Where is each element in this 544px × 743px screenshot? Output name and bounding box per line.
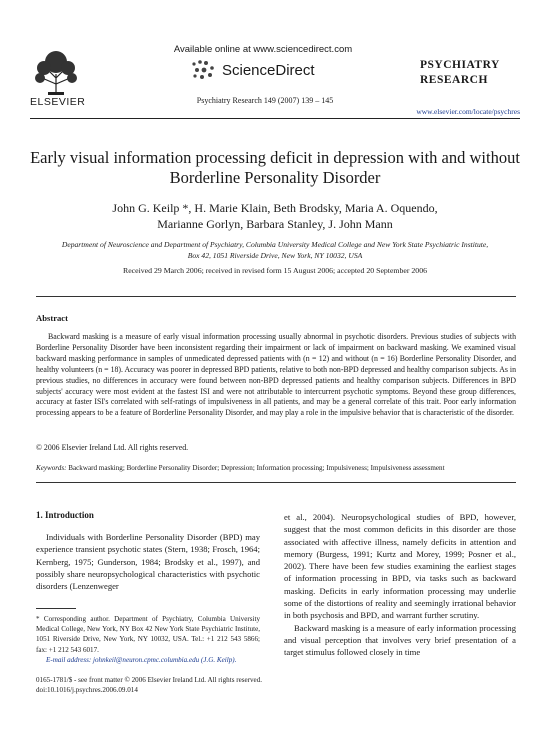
issn-line: 0165-1781/$ - see front matter © 2006 Elsevier Ireland Ltd. All rights reserved. (36, 676, 263, 684)
email-address-link[interactable]: E-mail address: johnkeil@neuron.cpmc.columbia.edu (J.G. Keilp). (46, 655, 237, 664)
article-title: Early visual information processing deficit in depression with and without Borderline Personality Disorder (30, 148, 520, 187)
header-divider (30, 118, 520, 119)
authors-line1: John G. Keilp *, H. Marie Klain, Beth Brodsky, Maria A. Oquendo, (112, 201, 438, 215)
footnote-rule (36, 608, 76, 609)
right-column-paragraph-2: Backward masking is a measure of early information processing and visual perception that involves very brief presentation of a target stimulus followed closely in time (284, 622, 516, 658)
sciencedirect-logo-text: ScienceDirect (222, 62, 315, 79)
abstract-copyright: © 2006 Elsevier Ireland Ltd. All rights reserved. (36, 443, 189, 452)
abstract-heading: Abstract (36, 313, 68, 323)
keywords-list: Backward masking; Borderline Personality Disorder; Depression; Information processing; Impulsiveness; Impulsiveness assessment (68, 464, 445, 472)
doi-link[interactable]: doi:10.1016/j.psychres.2006.09.014 (36, 686, 138, 694)
right-column-paragraph-1: et al., 2004). Neuropsychological studies of BPD, however, suggest that the most common deficits in this disorder are those associated with affective illness, namely deficits in attention and memory (Burgess, 1991; Kurtz and Morey, 1999; Posner et al., 2002). There have been few studies examining the earliest stages of information processing in BPD, via tasks such as backward masking. Deficits in early information processing may underlie some of the distortions of reality and seemingly irrational behavior in both psychosis and BPD, and warrant further scrutiny. (284, 512, 516, 621)
author-list (30, 200, 520, 232)
abstract-top-divider (36, 296, 516, 297)
abstract-bottom-divider (36, 482, 516, 483)
right-column (284, 511, 516, 659)
received-dates: Received 29 March 2006; received in revised form 15 August 2006; accepted 20 September 2006 (123, 266, 427, 275)
journal-url-link[interactable]: www.elsevier.com/locate/psychres (416, 107, 520, 116)
sciencedirect-dots-icon (190, 58, 220, 82)
corresponding-author-note: * Corresponding author. Department of Psychiatry, Columbia University Medical College, New York, NY Box 42 New York State Psychiatric Institute, 1051 Riverside Drive, New York, NY 10032, USA. Tel.: +1 212 543 5866; fax: +1 212 543 6017. (36, 615, 260, 654)
journal-title-line1: PSYCHIATRY (420, 59, 500, 71)
authors-line2: Marianne Gorlyn, Barbara Stanley, J. John Mann (157, 217, 393, 231)
keywords (36, 464, 516, 472)
affiliation-line1: Department of Neuroscience and Department of Psychiatry, Columbia University Medical College and New York State Psychiatric Institute, (61, 240, 489, 249)
journal-title-line2: RESEARCH (420, 74, 488, 86)
left-column-text: Individuals with Borderline Personality Disorder (BPD) may experience transient psychotic states (Stern, 1938; Frosch, 1964; Kernberg, 1975; Gunderson, 1984; Brodsky et al., 1997), and possibly share neuropsychological characteristics with psychotic disorders (Lenzenweger (36, 532, 260, 592)
footnote (36, 614, 260, 665)
publisher-name: ELSEVIER (30, 96, 86, 108)
elsevier-tree-logo (30, 44, 82, 104)
journal-title (420, 58, 520, 88)
section-heading-introduction: 1. Introduction (36, 510, 94, 520)
keywords-label: Keywords: (36, 464, 67, 472)
journal-reference: Psychiatry Research 149 (2007) 139 – 145 (196, 96, 334, 105)
available-online-text[interactable]: Available online at www.sciencedirect.com (173, 44, 353, 55)
affiliation-line2: Box 42, 1051 Riverside Drive, New York, NY 10032, USA (187, 251, 363, 260)
abstract-text: Backward masking is a measure of early visual information processing usually abnormal in psychotic disorders. Previous studies of subjects with Borderline Personality Disorder have been inconsistent regarding their impairment or lack of impairment on backward masking. We examined visual backward masking performance in samples of unmedicated depressed patients with (n = 12) and without (n = 16) Borderline Personality Disorder, and healthy volunteers (n = 18). Accuracy was poorer in depressed BPD patients, relative to both non-BPD depressed and healthy comparison subjects. As in previous studies, no differences in accuracy were found between non-BPD depressed patients and healthy comparison subjects. Differences in BPD subjects' accuracy were most evident at the fastest ISI and were not attributable to intercurrent psychotic symptoms. Beyond these group differences, accuracy at faster ISI's correlated with self-ratings of impulsiveness in all patients, and may be a general correlate of this trait. Poor early information processing appears to be a feature of Borderline Personality Disorder, and may play a role in the impulsive behavior that is characteristic of the disorder. (36, 332, 516, 418)
affiliation (36, 239, 514, 261)
